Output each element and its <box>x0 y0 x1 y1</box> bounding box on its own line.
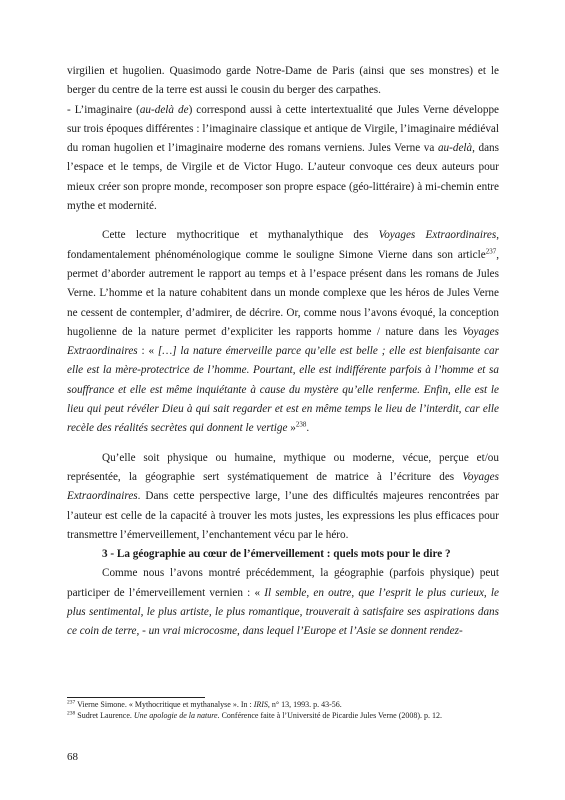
p2-text-c: , dans l’espace et le temps, de Virgile et de Victor Hugo. L’auteur convoque ces deux auteurs pour mieux créer son propre monde, recomposer son propre espace (géo-littéraire) à mi-chemin entre mythe et modernité. <box>67 142 499 213</box>
body-text <box>67 62 499 642</box>
footnote-italic: IRIS <box>253 700 268 709</box>
p2-text-b: ) correspond aussi à cette intertextualité que Jules Verne développe sur trois époques différentes : l’imaginaire classique et antique de Virgile, l’imaginaire médiéval du roman hugolien et l’imaginaire moderne des romans verniens. Jules Verne va <box>67 103 499 155</box>
p3-quote: […] la nature émerveille parce qu’elle est belle ; elle est bienfaisante car elle est la mère-protectrice de l’homme. Pourtant, elle est indifférente parfois à l’homme et sa souffrance et elle est même inquiétante à cause du mystère qu’elle renferme. Enfin, elle est le lieu qui peut révéler Dieu à qui sait regarder et est en même temps le lieu de l’interdit, car elle recèle des réalités secrètes qui donnent le vertige <box>67 345 499 435</box>
p3-italic-2: Voyages Extraordinaires <box>67 325 499 358</box>
section-heading: 3 - La géographie au cœur de l’émerveillement : quels mots pour le dire ? <box>102 548 451 561</box>
p4-italic-1: Voyages Extraordinaires <box>67 470 499 503</box>
p2-italic-1: au-delà de <box>139 103 189 116</box>
p3-text-f: . <box>306 422 310 435</box>
paragraph-1-text: virgilien et hugolien. Quasimodo garde Notre-Dame de Paris (ainsi que ses monstres) et le berger du centre de la terre est aussi le cousin du berger des carpathes. <box>67 65 499 97</box>
paragraph-3 <box>67 226 499 438</box>
footnote-divider <box>67 697 205 698</box>
paragraph-2 <box>67 101 499 217</box>
footnote-number: 237 <box>67 699 76 706</box>
p2-text-a: - L’imaginaire ( <box>67 103 140 116</box>
p4-text-b: . Dans cette perspective large, l’une des difficultés majeures rencontrées par l’auteur est celle de la capacité à trouver les mots justes, les expressions les plus efficaces pour transmettre l’émerveillement, l’enchantement vécu par le héro. <box>67 490 499 541</box>
p3-text-a: Cette lecture mythocritique et mythanalythique des <box>102 229 379 242</box>
footnote-text: Conférence faite à l’Université de Picardie Jules Verne (2008). p. 12. <box>219 710 443 720</box>
p3-italic-1: Voyages Extraordinaires <box>378 229 497 242</box>
footnote-italic: Une apologie de la nature. <box>133 710 220 720</box>
footnote-ref-238[interactable]: 238 <box>295 420 307 429</box>
p3-text-c: , permet d’aborder autrement le rapport au temps et à l’espace présent dans les romans de Jules Verne. L’homme et la nature cohabitent dans un monde complexe que les héros de Jules Verne ne cessent de contempler, d’admirer, de décrire. Or, comme nous l’avons évoqué, la conception hugolienne de la nature permet d’expliciter les rapports homme / nature dans les <box>67 248 499 338</box>
footnote-text: Sudret Laurence. <box>75 710 134 720</box>
p4-text-a: Qu’elle soit physique ou humaine, mythique ou moderne, vécue, perçue et/ou représentée, la géographie sert systématiquement de matrice à l’écriture des <box>67 451 499 483</box>
paragraph-4 <box>67 449 499 545</box>
p3-text-e: » <box>287 422 296 435</box>
paragraph-1 <box>67 62 499 101</box>
p3-text-b: , fondamentalement phénoménologique comme le souligne Simone Vierne dans son article <box>67 229 499 261</box>
footnote-number: 238 <box>67 709 76 716</box>
p2-italic-2: au-delà <box>437 142 473 155</box>
p3-text-d: : « <box>137 345 158 358</box>
page-number: 68 <box>67 751 78 763</box>
footnote-ref-237[interactable]: 237 <box>485 246 497 255</box>
footnote-text: , n° 13, 1993. p. 43-56. <box>267 700 342 709</box>
footnote-text: Vierne Simone. « Mythocritique et mythanalyse ». In : <box>75 700 254 709</box>
p5-text-a: Comme nous l’avons montré précédemment, la géographie (parfois physique) peut participer de l’émerveillement vernien : « <box>67 567 499 599</box>
footnote-237 <box>67 700 499 711</box>
footnote-238 <box>67 711 499 722</box>
p5-quote: Il semble, en outre, que l’esprit le plus curieux, le plus sentimental, le plus artiste, le plus romantique, trouverait à satisfaire ses aspirations dans ce coin de terre, - un vrai microcosme, dans lequel l’Europe et l’Asie se donnent rendez- <box>67 586 499 638</box>
footnotes <box>67 700 499 721</box>
paragraph-5 <box>67 564 499 641</box>
